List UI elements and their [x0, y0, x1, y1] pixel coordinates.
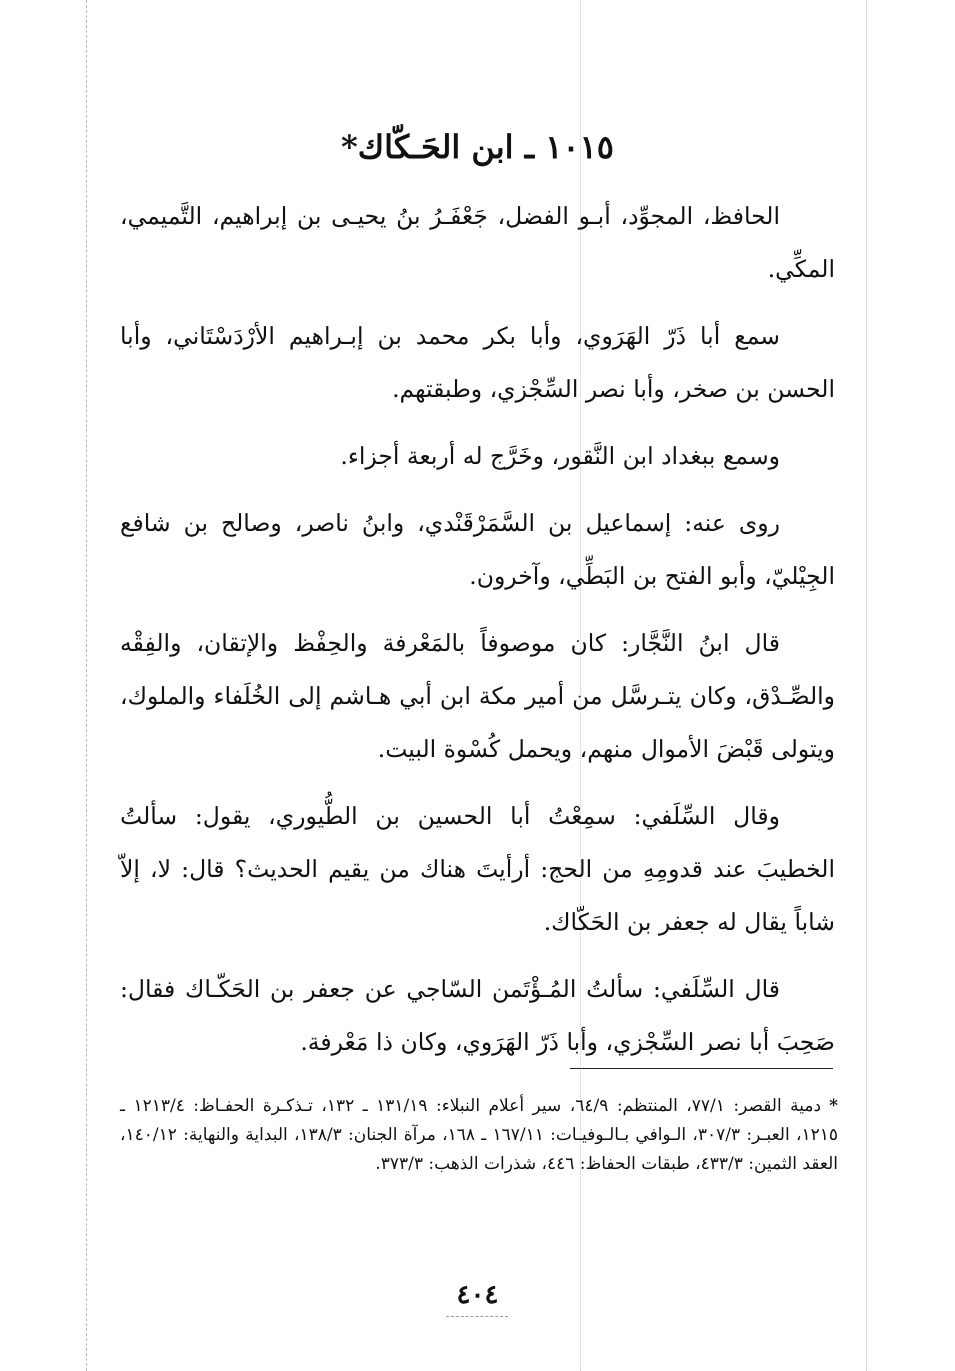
footnote [120, 1092, 838, 1179]
footnote-marker: * [829, 1096, 838, 1116]
page-number-underline [446, 1316, 508, 1317]
paragraph-teachers: سمع أبا ذَرّ الهَرَوي، وأبا بكر محمد بن إبـراهيم الأرْدَسْتَاني، وأبا الحسن بن صخر، وأبا نصر السِّجْزي، وطبقتهم. [120, 322, 835, 403]
paragraph-name-lineage: الحافظ، المجوِّد، أبـو الفضل، جَعْفَـرُ بنُ يحيـى بن إبراهيم، التَّميمي، المكِّي. [120, 202, 835, 283]
scan-fold-line-right [866, 0, 867, 1371]
paragraph-students: روى عنه: إسماعيل بن السَّمَرْقَنْدي، وابنُ ناصر، وصالح بن شافع الجِيْليّ، وأبو الفتح بن البَطِّي، وآخرون. [120, 509, 835, 590]
entry-body [120, 190, 835, 1083]
paragraph-baghdad: وسمع ببغداد ابن النَّقور، وخَرَّج له أربعة أجزاء. [340, 442, 780, 470]
scan-fold-line-left [86, 0, 87, 1371]
page-number: ٤٠٤ [456, 1280, 499, 1310]
footnote-text: دمية القصر: ٧٧/١، المنتظم: ٦٤/٩، سير أعلام النبلاء: ١٣١/١٩ ـ ١٣٢، تـذكـرة الحفـاظ: ١٢١٣/٤ ـ ١٢١٥، العبـر: ٣٠٧/٣، الـوافي بـالـوفيـات: ١٦٧/١١ ـ ١٦٨، مرآة الجنان: ١٣٨/٣، البداية والنهاية: ١٤٠/١٢، العقد الثمين: ٤٣٣/٣، طبقات الحفاظ: ٤٤٦، شذرات الذهب: ٣٧٣/٣. [120, 1096, 838, 1174]
footnote-separator [570, 1068, 833, 1069]
paragraph-silafi-tuyuri: وقال السِّلَفي: سمِعْتُ أبا الحسين بن الطُّيوري، يقول: سألتُ الخطيبَ عند قدومِهِ من الحج: أرأيتَ هناك من يقيم الحديث؟ قال: لا، إلاّ شاباً يقال له جعفر بن الحَكّاك. [120, 802, 835, 936]
paragraph-silafi-saji: قال السِّلَفي: سألتُ المُـؤْتَمن السّاجي عن جعفر بن الحَكّـاك فقال: صَحِبَ أبا نصر السِّجْزي، وأبا ذَرّ الهَرَوي، وكان ذا مَعْرفة. [120, 975, 835, 1056]
paragraph-ibn-najjar: قال ابنُ النَّجَّار: كان موصوفاً بالمَعْرفة والحِفْظ والإتقان، والفِقْه والصِّـدْق، وكان يتـرسَّل من أمير مكة ابن أبي هـاشم إلى الخُلَفاء والملوك، ويتولى قَبْضَ الأموال منهم، ويحمل كُسْوة البيت. [120, 629, 835, 763]
entry-title: ١٠١٥ ـ ابن الحَـكّاك* [341, 128, 614, 166]
